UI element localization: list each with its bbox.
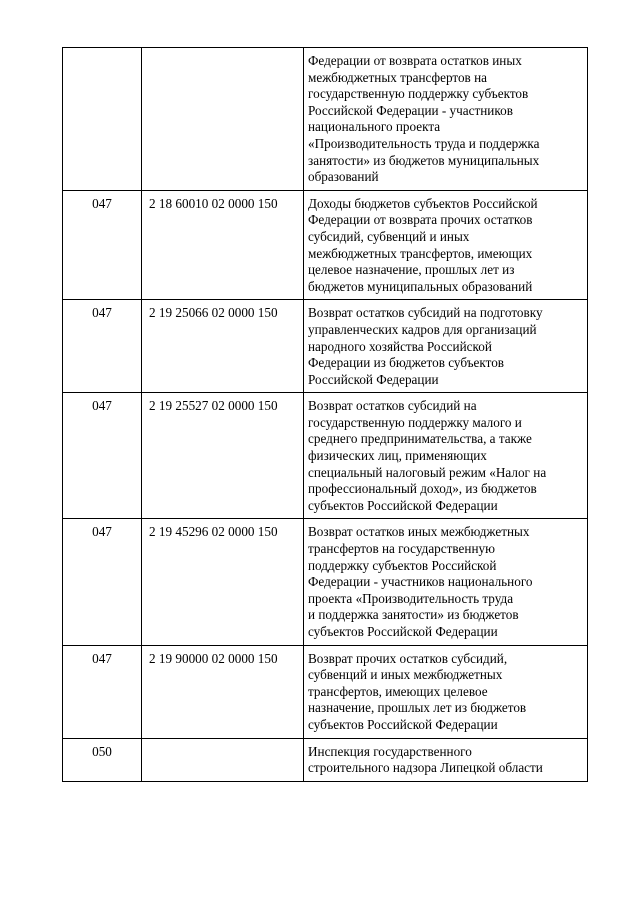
admin-code-cell [63, 48, 142, 191]
description-line: физических лиц, применяющих [308, 448, 487, 464]
admin-code-cell: 047 [63, 300, 142, 393]
description-line: субсидий, субвенций и иных [308, 228, 470, 244]
table-row [63, 738, 588, 781]
description-line: специальный налоговый режим «Налог на [308, 464, 547, 480]
admin-code-cell: 047 [63, 519, 142, 645]
table-row [63, 393, 588, 519]
description-cell [304, 393, 588, 519]
description-cell [304, 190, 588, 300]
description-line: народного хозяйства Российской [308, 338, 492, 354]
budget-classification-code-cell: 2 18 60010 02 0000 150 [142, 190, 304, 300]
admin-code-cell: 050 [63, 738, 142, 781]
budget-codes-table [62, 47, 588, 782]
description-line: межбюджетных трансфертов, имеющих [308, 245, 533, 261]
description-line: целевое назначение, прошлых лет из [308, 262, 515, 278]
table-row [63, 190, 588, 300]
description-line: и поддержка занятости» из бюджетов [308, 607, 519, 623]
table-row [63, 645, 588, 738]
description-line: межбюджетных трансфертов на [308, 69, 487, 85]
description-line: Федерации от возврата остатков иных [308, 53, 522, 68]
description-cell [304, 645, 588, 738]
description-line: государственную поддержку малого и [308, 414, 522, 430]
budget-classification-code-cell: 2 19 25066 02 0000 150 [142, 300, 304, 393]
description-line: Российской Федерации [308, 371, 439, 387]
description-line: Федерации из бюджетов субъектов [308, 355, 505, 371]
description-line: Федерации - участников национального [308, 574, 533, 590]
table-row [63, 300, 588, 393]
description-line: поддержку субъектов Российской [308, 557, 497, 573]
budget-classification-code-cell [142, 48, 304, 191]
description-line: бюджетов муниципальных образований [308, 278, 533, 294]
admin-code-cell: 047 [63, 190, 142, 300]
description-line: субъектов Российской Федерации [308, 716, 498, 732]
table-row [63, 48, 588, 191]
description-line: субъектов Российской Федерации [308, 624, 498, 639]
table-body [63, 48, 588, 782]
description-cell [304, 48, 588, 191]
description-cell [304, 300, 588, 393]
description-line: Возврат остатков субсидий на [308, 398, 477, 414]
description-line: «Производительность труда и поддержка [308, 135, 540, 151]
description-line: среднего предпринимательства, а также [308, 431, 532, 447]
description-line: Доходы бюджетов субъектов Российской [308, 195, 538, 211]
budget-classification-code-cell: 2 19 90000 02 0000 150 [142, 645, 304, 738]
description-line: управленческих кадров для организаций [308, 321, 537, 337]
budget-classification-code-cell: 2 19 45296 02 0000 150 [142, 519, 304, 645]
description-line: Федерации от возврата прочих остатков [308, 212, 533, 228]
admin-code-cell: 047 [63, 645, 142, 738]
description-line: субвенций и иных межбюджетных [308, 667, 503, 683]
budget-classification-code-cell: 2 19 25527 02 0000 150 [142, 393, 304, 519]
description-line: строительного надзора Липецкой области [308, 760, 543, 776]
description-line: Инспекция государственного [308, 743, 472, 759]
description-line: назначение, прошлых лет из бюджетов [308, 700, 527, 716]
description-line: субъектов Российской Федерации [308, 497, 498, 513]
description-line: профессиональный доход», из бюджетов [308, 481, 537, 497]
description-line: национального проекта [308, 119, 441, 135]
description-line: Российской Федерации - участников [308, 102, 513, 118]
description-line: образований [308, 169, 379, 185]
description-line: трансфертов, имеющих целевое [308, 683, 488, 699]
description-line: трансфертов на государственную [308, 541, 495, 557]
description-line: проекта «Производительность труда [308, 590, 514, 606]
budget-classification-code-cell [142, 738, 304, 781]
description-line: Возврат остатков субсидий на подготовку [308, 305, 543, 321]
description-line: государственную поддержку субъектов [308, 86, 529, 102]
description-cell [304, 738, 588, 781]
table-row [63, 519, 588, 645]
admin-code-cell: 047 [63, 393, 142, 519]
description-line: Возврат прочих остатков субсидий, [308, 650, 508, 666]
description-line: занятости» из бюджетов муниципальных [308, 152, 540, 168]
description-line: Возврат остатков иных межбюджетных [308, 524, 530, 540]
description-cell [304, 519, 588, 645]
